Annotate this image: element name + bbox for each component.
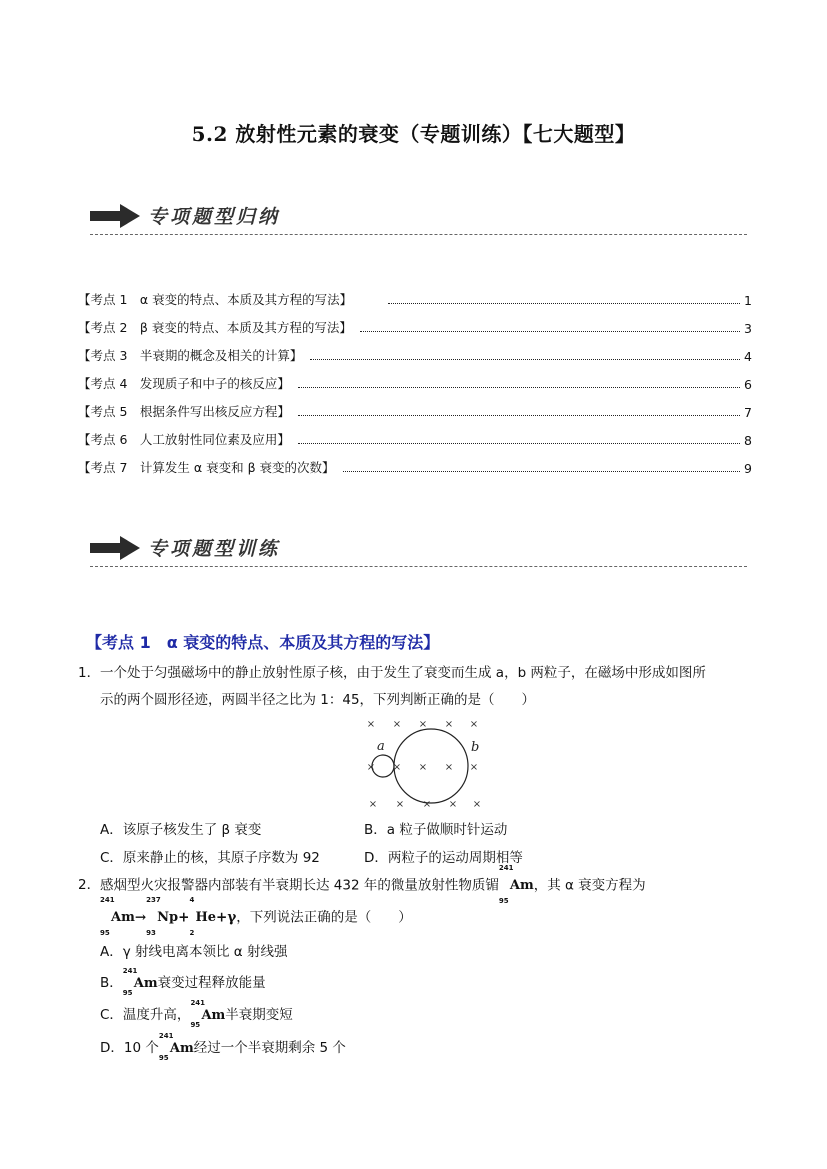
divider bbox=[90, 234, 747, 235]
topic-heading: 【考点 1 α 衰变的特点、本质及其方程的写法】 bbox=[86, 633, 440, 652]
option-a[interactable]: A．γ 射线电离本领比 α 射线强 bbox=[100, 944, 288, 960]
toc-leader bbox=[360, 331, 740, 332]
toc-item-page: 9 bbox=[744, 461, 752, 476]
field-mark: × bbox=[422, 799, 432, 810]
toc-item[interactable] bbox=[78, 402, 752, 420]
isotope-am: 241 95 Am bbox=[190, 999, 226, 1029]
field-mark: × bbox=[366, 719, 376, 730]
divider bbox=[90, 566, 747, 567]
track-circle-a bbox=[372, 755, 394, 777]
question-text bbox=[100, 864, 646, 905]
question-number: 1． bbox=[78, 665, 101, 681]
toc-item-label: 【考点 4 发现质子和中子的核反应】 bbox=[78, 376, 290, 391]
option-d[interactable]: D．10 个 241 95 Am经过一个半衰期剩余 5 个 bbox=[100, 1032, 346, 1062]
isotope-am: 241 95 Am bbox=[498, 864, 534, 905]
toc-leader bbox=[298, 387, 740, 388]
option-b[interactable]: B． 241 95 Am衰变过程释放能量 bbox=[100, 967, 266, 997]
toc-item-page: 1 bbox=[744, 293, 752, 308]
option-a[interactable]: A．该原子核发生了 β 衰变 bbox=[100, 822, 262, 838]
toc-item-page: 6 bbox=[744, 377, 752, 392]
section-banner-training bbox=[90, 530, 747, 570]
toc-leader bbox=[388, 303, 740, 304]
toc-item[interactable] bbox=[78, 346, 752, 364]
toc-item[interactable] bbox=[78, 290, 752, 308]
question-text-part: ，其 α 衰变方程为 bbox=[533, 877, 646, 894]
toc-leader bbox=[298, 415, 740, 416]
toc-item-label: 【考点 2 β 衰变的特点、本质及其方程的写法】 bbox=[78, 320, 352, 335]
toc-item-label: 【考点 5 根据条件写出核反应方程】 bbox=[78, 404, 290, 419]
toc-item-label: 【考点 6 人工放射性同位素及应用】 bbox=[78, 432, 290, 447]
track-circle-b bbox=[394, 729, 468, 803]
toc-item[interactable] bbox=[78, 458, 752, 476]
option-c[interactable]: C．原来静止的核，其原子序数为 92 bbox=[100, 850, 320, 866]
isotope-am: 241 95 Am bbox=[100, 896, 135, 937]
question-text-part: ，下列说法正确的是（ ） bbox=[236, 909, 412, 926]
label-b: b bbox=[471, 740, 480, 755]
field-mark: × bbox=[469, 762, 479, 773]
toc-item-page: 8 bbox=[744, 433, 752, 448]
question-text: 一个处于匀强磁场中的静止放射性原子核，由于发生了衰变而生成 a，b 两粒子，在磁场中形成如图所 bbox=[100, 665, 706, 681]
field-mark: × bbox=[444, 762, 454, 773]
field-marks bbox=[367, 719, 481, 810]
isotope-am: 241 95 Am bbox=[122, 967, 158, 997]
option-d[interactable]: D．两粒子的运动周期相等 bbox=[364, 850, 523, 866]
toc-item[interactable] bbox=[78, 318, 752, 336]
label-a: a bbox=[377, 739, 385, 754]
toc-item-label: 【考点 1 α 衰变的特点、本质及其方程的写法】 bbox=[78, 292, 353, 307]
field-mark: × bbox=[392, 762, 402, 773]
toc-item-page: 4 bbox=[744, 349, 752, 364]
page-title: 5.2 放射性元素的衰变（专题训练）【七大题型】 bbox=[191, 122, 636, 146]
field-mark: × bbox=[472, 799, 482, 810]
option-b[interactable]: B．a 粒子做顺时针运动 bbox=[364, 822, 508, 838]
field-mark: × bbox=[418, 762, 428, 773]
toc-item[interactable] bbox=[78, 430, 752, 448]
isotope-np: 237 93 Np bbox=[146, 896, 179, 937]
toc-leader bbox=[298, 443, 740, 444]
isotope-am: 241 95 Am bbox=[158, 1032, 194, 1062]
question-number: 2． bbox=[78, 877, 101, 893]
section-banner-label: 专项题型训练 bbox=[148, 538, 281, 560]
isotope-he: 4 2 He bbox=[189, 896, 217, 937]
section-banner-label: 专项题型归纳 bbox=[148, 206, 281, 228]
toc-item[interactable] bbox=[78, 374, 752, 392]
option-c[interactable]: C．温度升高， 241 95 Am半衰期变短 bbox=[100, 999, 293, 1029]
field-mark: × bbox=[368, 799, 378, 810]
question-text: 示的两个圆形径迹，两圆半径之比为 1：45，下列判断正确的是（ ） bbox=[100, 692, 536, 708]
arrow-right-icon bbox=[90, 204, 140, 228]
field-mark: × bbox=[448, 799, 458, 810]
question-text-part: 感烟型火灾报警器内部装有半衰期长达 432 年的微量放射性物质镅 bbox=[100, 877, 499, 894]
field-mark: × bbox=[366, 762, 376, 773]
field-mark: × bbox=[395, 799, 405, 810]
toc-leader bbox=[343, 471, 740, 472]
field-mark: × bbox=[418, 719, 428, 730]
field-mark: × bbox=[392, 719, 402, 730]
toc-item-label: 【考点 3 半衰期的概念及相关的计算】 bbox=[78, 348, 303, 363]
toc-item-label: 【考点 7 计算发生 α 衰变和 β 衰变的次数】 bbox=[78, 460, 335, 475]
toc-item-page: 3 bbox=[744, 321, 752, 336]
field-mark: × bbox=[469, 719, 479, 730]
magnetic-field-figure bbox=[355, 712, 495, 812]
section-banner-summary bbox=[90, 198, 747, 238]
arrow-right-icon bbox=[90, 536, 140, 560]
toc-leader bbox=[310, 359, 740, 360]
field-mark: × bbox=[444, 719, 454, 730]
toc-item-page: 7 bbox=[744, 405, 752, 420]
decay-equation: 241 95 Am→ 237 93 Np+ 4 2 He+γ，下列说法正确的是（ ） bbox=[100, 896, 412, 937]
